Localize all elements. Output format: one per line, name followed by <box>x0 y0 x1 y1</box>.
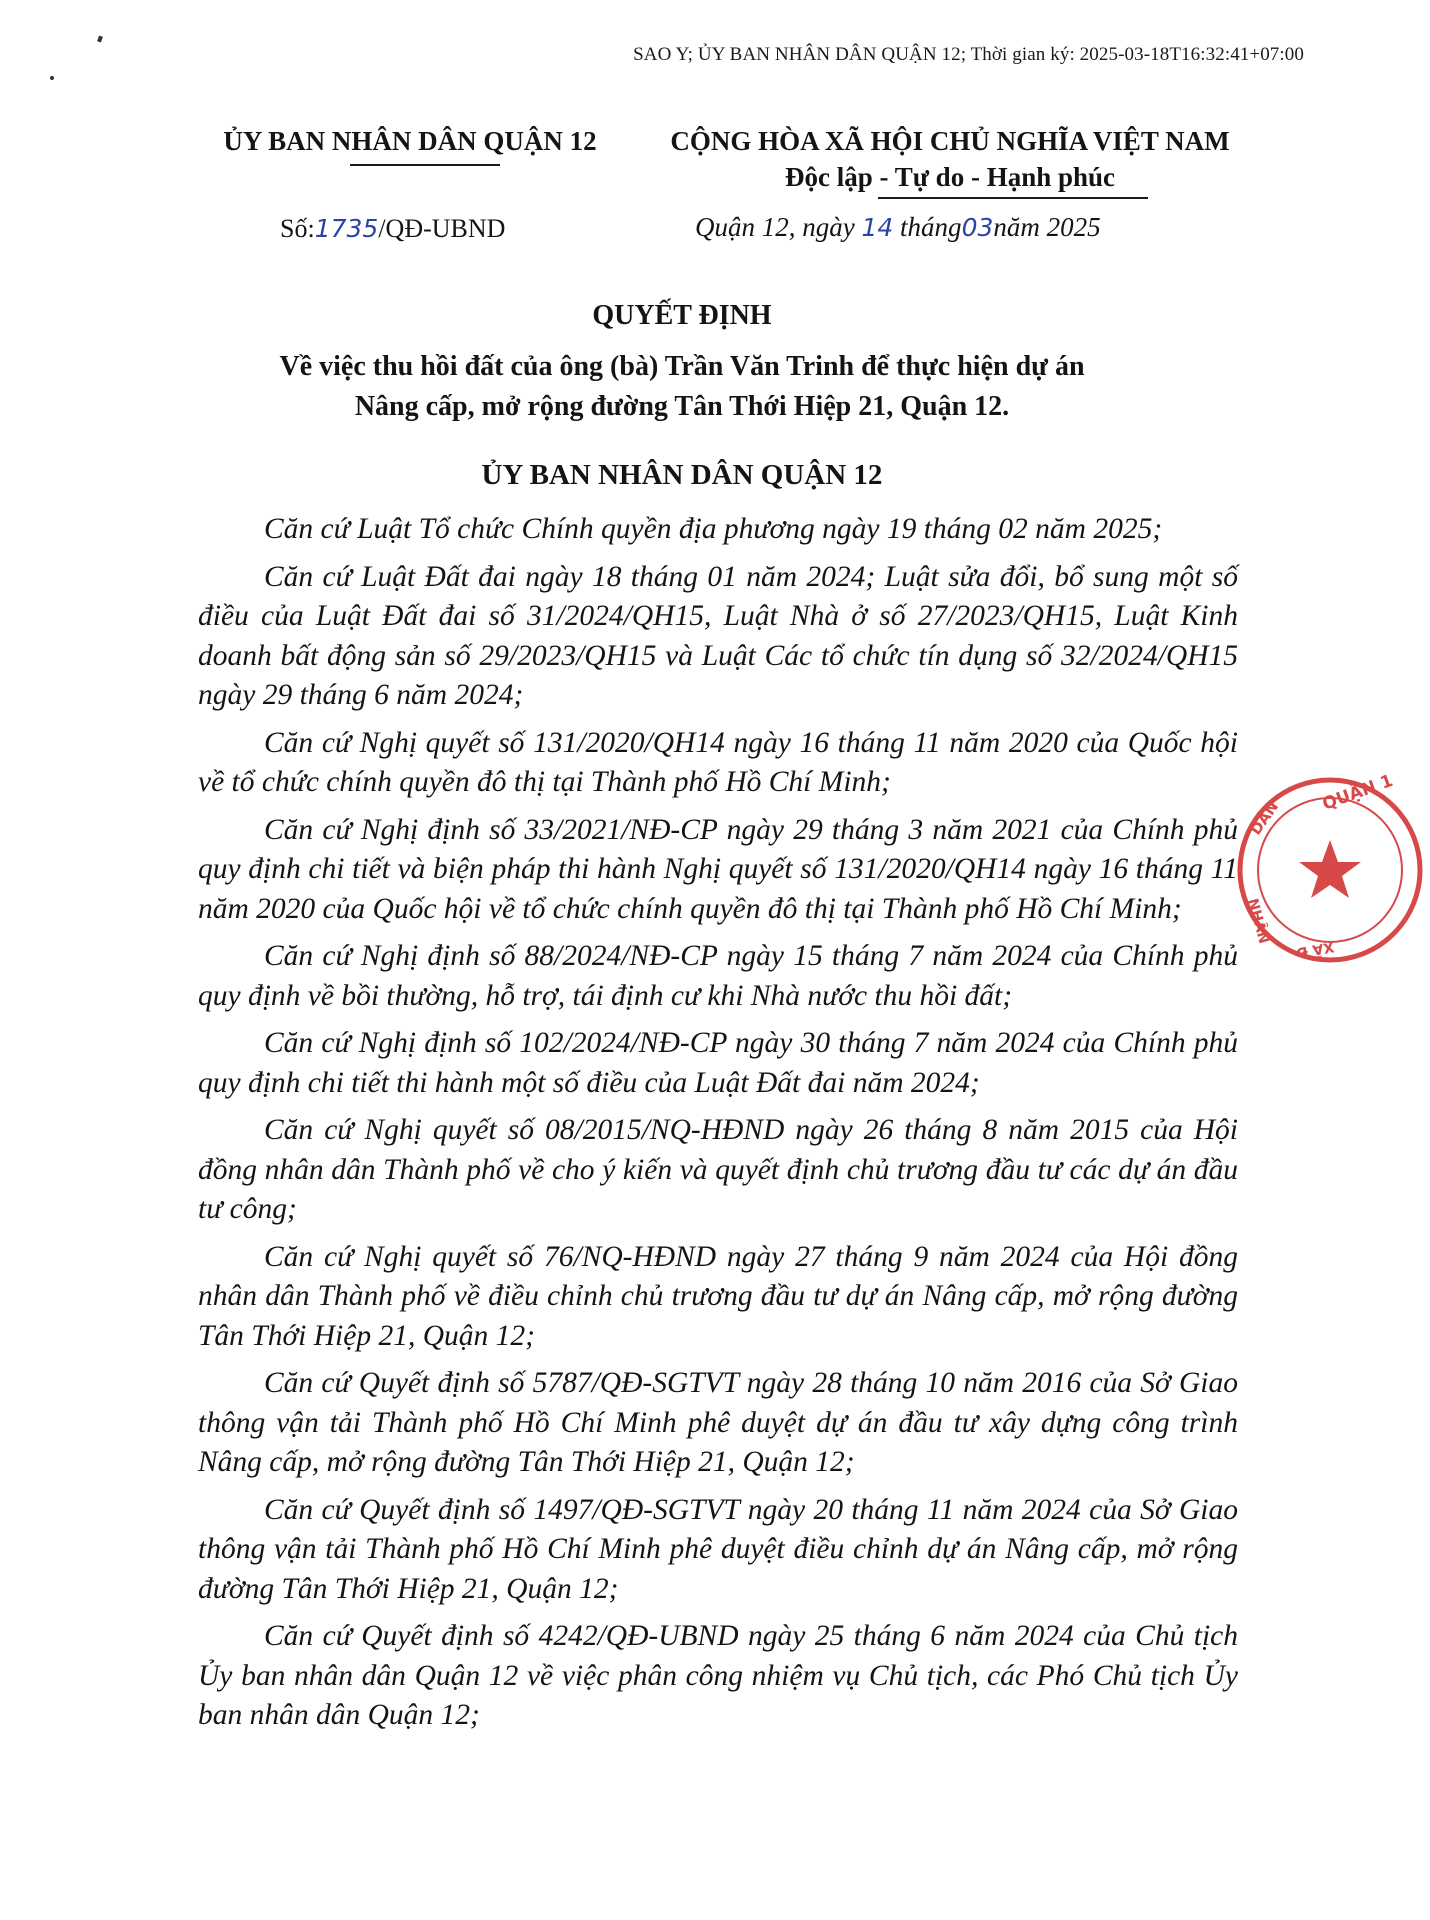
subject-line: Về việc thu hồi đất của ông (bà) Trần Văn Trinh để thực hiện dự án <box>279 351 1085 382</box>
motto-underline <box>878 197 1148 199</box>
legal-basis-paragraph: Căn cứ Nghị định số 102/2024/NĐ-CP ngày 30 tháng 7 năm 2024 của Chính phủ quy định chi tiết thi hành một số điều của Luật Đất đai năm 2024; <box>198 1027 1238 1099</box>
legal-bases <box>198 510 1238 1744</box>
issuing-authority-heading: ỦY BAN NHÂN DÂN QUẬN 12 <box>481 459 883 491</box>
date-month-label: tháng <box>900 212 962 242</box>
legal-basis-paragraph: Căn cứ Nghị quyết số 76/NQ-HĐND ngày 27 tháng 9 năm 2024 của Hội đồng nhân dân Thành phố về điều chỉnh chủ trương đầu tư dự án Nâng cấp, mở rộng đường Tân Thới Hiệp 21, Quận 12; <box>198 1240 1238 1352</box>
date-place: Quận 12, ngày <box>695 212 855 242</box>
document-subject <box>0 347 1364 427</box>
subject-line: Nâng cấp, mở rộng đường Tân Thới Hiệp 21, Quận 12. <box>354 391 1010 422</box>
national-heading-block <box>630 124 1270 199</box>
digital-signature-line: SAO Y; ỦY BAN NHÂN DÂN QUẬN 12; Thời gian ký: 2025-03-18T16:32:41+07:00 <box>633 44 1304 65</box>
legal-basis-paragraph: Căn cứ Luật Đất đai ngày 18 tháng 01 năm 2024; Luật sửa đổi, bổ sung một số điều của Luật Đất đai số 31/2024/QH15, Luật Nhà ở số 27/2023/QH15, Luật Kinh doanh bất động sản số 29/2023/QH15 và Luật Các tổ chức tín dụng số 32/2024/QH15 ngày 29 tháng 6 năm 2024; <box>198 560 1238 711</box>
seal-star-icon <box>1299 840 1361 898</box>
legal-basis-paragraph: Căn cứ Nghị quyết số 131/2020/QH14 ngày 16 tháng 11 năm 2020 của Quốc hội về tổ chức chính quyền đô thị tại Thành phố Hồ Chí Minh; <box>198 726 1238 798</box>
official-seal-stamp <box>1230 770 1430 970</box>
legal-basis-paragraph: Căn cứ Quyết định số 5787/QĐ-SGTVT ngày 28 tháng 10 năm 2016 của Sở Giao thông vận tải Thành phố Hồ Chí Minh phê duyệt dự án đầu tư xây dựng công trình Nâng cấp, mở rộng đường Tân Thới Hiệp 21, Quận 12; <box>198 1367 1238 1478</box>
legal-basis-paragraph: Căn cứ Nghị định số 88/2024/NĐ-CP ngày 15 tháng 7 năm 2024 của Chính phủ quy định về bồi thường, hỗ trợ, tái định cư khi Nhà nước thu hồi đất; <box>198 940 1238 1012</box>
legal-basis-paragraph: Căn cứ Quyết định số 4242/QĐ-UBND ngày 25 tháng 6 năm 2024 của Chủ tịch Ủy ban nhân dân Quận 12 về việc phân công nhiệm vụ Chủ tịch, các Phó Chủ tịch Ủy ban nhân dân Quận 12; <box>198 1620 1238 1731</box>
legal-basis-paragraph: Căn cứ Quyết định số 1497/QĐ-SGTVT ngày 20 tháng 11 năm 2024 của Sở Giao thông vận tải Thành phố Hồ Chí Minh phê duyệt điều chỉnh dự án Nâng cấp, mở rộng đường Tân Thới Hiệp 21, Quận 12; <box>198 1493 1238 1605</box>
doc-number-prefix: Số: <box>280 214 315 243</box>
issuing-organization-block <box>200 124 620 166</box>
date-year: năm 2025 <box>993 212 1101 242</box>
seal-text-side: DÂN <box>1246 797 1283 839</box>
doc-number-suffix: /QĐ-UBND <box>378 214 506 243</box>
seal-text-bottom: XÃ Đ <box>1294 938 1336 961</box>
date-month-handwritten: 03 <box>961 213 994 242</box>
seal-text-top: QUẬN 1 <box>1319 770 1396 815</box>
scan-speck <box>97 35 103 42</box>
legal-basis-paragraph: Căn cứ Nghị quyết số 08/2015/NQ-HĐND ngày 26 tháng 8 năm 2015 của Hội đồng nhân dân Thành phố về cho ý kiến và quyết định chủ trương đầu tư các dự án đầu tư công; <box>198 1114 1238 1225</box>
header-underline <box>350 164 500 166</box>
seal-text-left: NHÂN <box>1244 896 1272 946</box>
legal-basis-paragraph: Căn cứ Nghị định số 33/2021/NĐ-CP ngày 29 tháng 3 năm 2021 của Chính phủ quy định chi tiết và biện pháp thi hành Nghị quyết số 131/2020/QH14 ngày 16 tháng 11 năm 2020 của Quốc hội về tổ chức chính quyền đô thị tại Thành phố Hồ Chí Minh; <box>198 813 1238 925</box>
issuing-organization: ỦY BAN NHÂN DÂN QUẬN 12 <box>223 126 597 156</box>
national-motto: Độc lập - Tự do - Hạnh phúc <box>784 162 1116 192</box>
document-title: QUYẾT ĐỊNH <box>592 300 772 331</box>
date-day-handwritten: 14 <box>861 213 894 242</box>
issue-date <box>695 212 1101 243</box>
scan-speck <box>50 76 54 80</box>
document-number <box>280 214 505 244</box>
doc-number-handwritten: 1735 <box>314 214 379 243</box>
legal-basis-paragraph: Căn cứ Luật Tổ chức Chính quyền địa phương ngày 19 tháng 02 năm 2025; <box>264 513 1163 545</box>
national-title: CỘNG HÒA XÃ HỘI CHỦ NGHĨA VIỆT NAM <box>670 126 1230 156</box>
